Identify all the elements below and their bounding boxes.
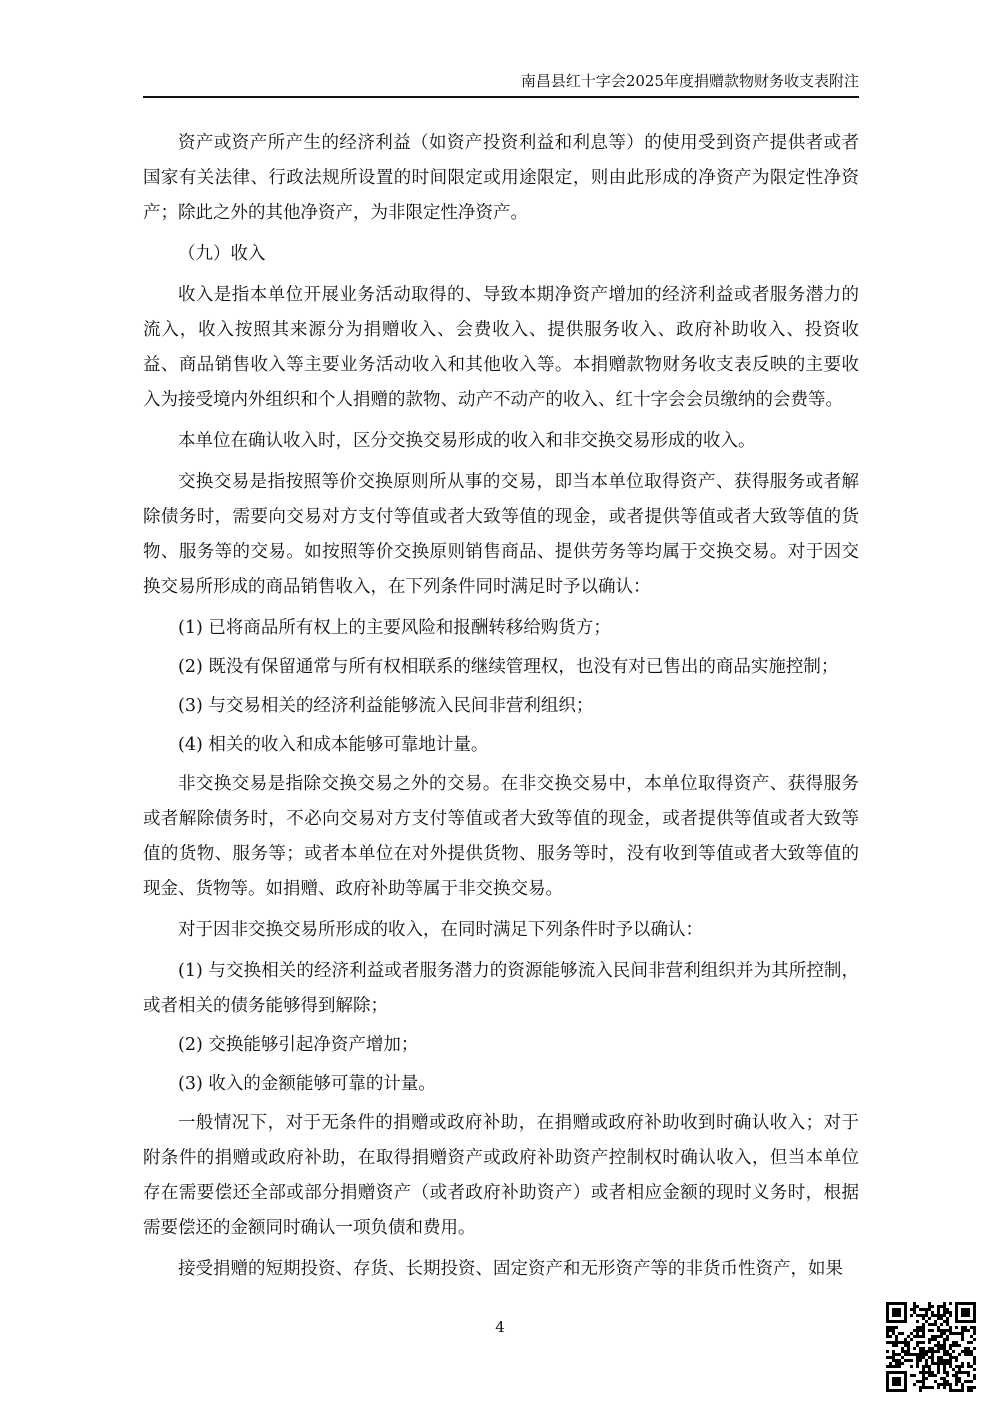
header-divider xyxy=(143,96,859,98)
list-item: (2) 既没有保留通常与所有权相联系的继续管理权，也没有对已售出的商品实施控制； xyxy=(178,657,839,677)
qr-code-icon xyxy=(886,1302,976,1392)
paragraph: 非交换交易是指除交换交易之外的交易。在非交换交易中，本单位取得资产、获得服务或者解除债务时，不必向交易对方支付等值或者大致等值的现金，或者提供等值或者大致等值的货物、服务等；或者本单位在对外提供货物、服务等时，没有收到等值或者大致等值的现金、货物等。如捐赠、政府补助等属于非交换交易。 xyxy=(143,774,859,899)
list-item: (2) 交换能够引起净资产增加； xyxy=(178,1035,419,1055)
section-heading: （九）收入 xyxy=(178,244,266,264)
paragraph: 资产或资产所产生的经济利益（如资产投资利益和利息等）的使用受到资产提供者或者国家有关法律、行政法规所设置的时间限定或用途限定，则由此形成的净资产为限定性净资产；除此之外的其他净资产，为非限定性净资产。 xyxy=(143,133,859,223)
document-body xyxy=(143,126,859,1293)
paragraph: 一般情况下，对于无条件的捐赠或政府补助，在捐赠或政府补助收到时确认收入；对于附条件的捐赠或政府补助，在取得捐赠资产或政府补助资产控制权时确认收入，但当本单位存在需要偿还全部或部分捐赠资产（或者政府补助资产）或者相应金额的现时义务时，根据需要偿还的金额同时确认一项负债和费用。 xyxy=(143,1113,859,1238)
list-item: (3) 收入的金额能够可靠的计量。 xyxy=(178,1074,436,1094)
paragraph: 本单位在确认收入时，区分交换交易形成的收入和非交换交易形成的收入。 xyxy=(178,431,756,451)
paragraph: 对于因非交换交易所形成的收入，在同时满足下列条件时予以确认： xyxy=(178,920,703,940)
paragraph: 交换交易是指按照等价交换原则所从事的交易，即当本单位取得资产、获得服务或者解除债务时，需要向交易对方支付等值或者大致等值的现金，或者提供等值或者大致等值的货物、服务等的交易。如按照等价交换原则销售商品、提供劳务等均属于交换交易。对于因交换交易所形成的商品销售收入，在下列条件同时满足时予以确认： xyxy=(143,472,859,597)
paragraph: 收入是指本单位开展业务活动取得的、导致本期净资产增加的经济利益或者服务潜力的流入，收入按照其来源分为捐赠收入、会费收入、提供服务收入、政府补助收入、投资收益、商品销售收入等主要业务活动收入和其他收入等。本捐赠款物财务收支表反映的主要收入为接受境内外组织和个人捐赠的款物、动产不动产的收入、红十字会会员缴纳的会费等。 xyxy=(143,285,859,410)
list-item: (3) 与交易相关的经济利益能够流入民间非营利组织； xyxy=(178,696,594,716)
page-number: 4 xyxy=(495,1318,505,1336)
list-item: (4) 相关的收入和成本能够可靠地计量。 xyxy=(178,735,489,755)
list-item: (1) 与交换相关的经济利益或者服务潜力的资源能够流入民间非营利组织并为其所控制，或者相关的债务能够得到解除； xyxy=(143,961,859,1016)
page-header-title: 南昌县红十字会2025年度捐赠款物财务收支表附注 xyxy=(520,72,859,90)
list-item: (1) 已将商品所有权上的主要风险和报酬转移给购货方； xyxy=(178,618,611,638)
paragraph: 接受捐赠的短期投资、存货、长期投资、固定资产和无形资产等的非货币性资产，如果 xyxy=(178,1259,843,1279)
